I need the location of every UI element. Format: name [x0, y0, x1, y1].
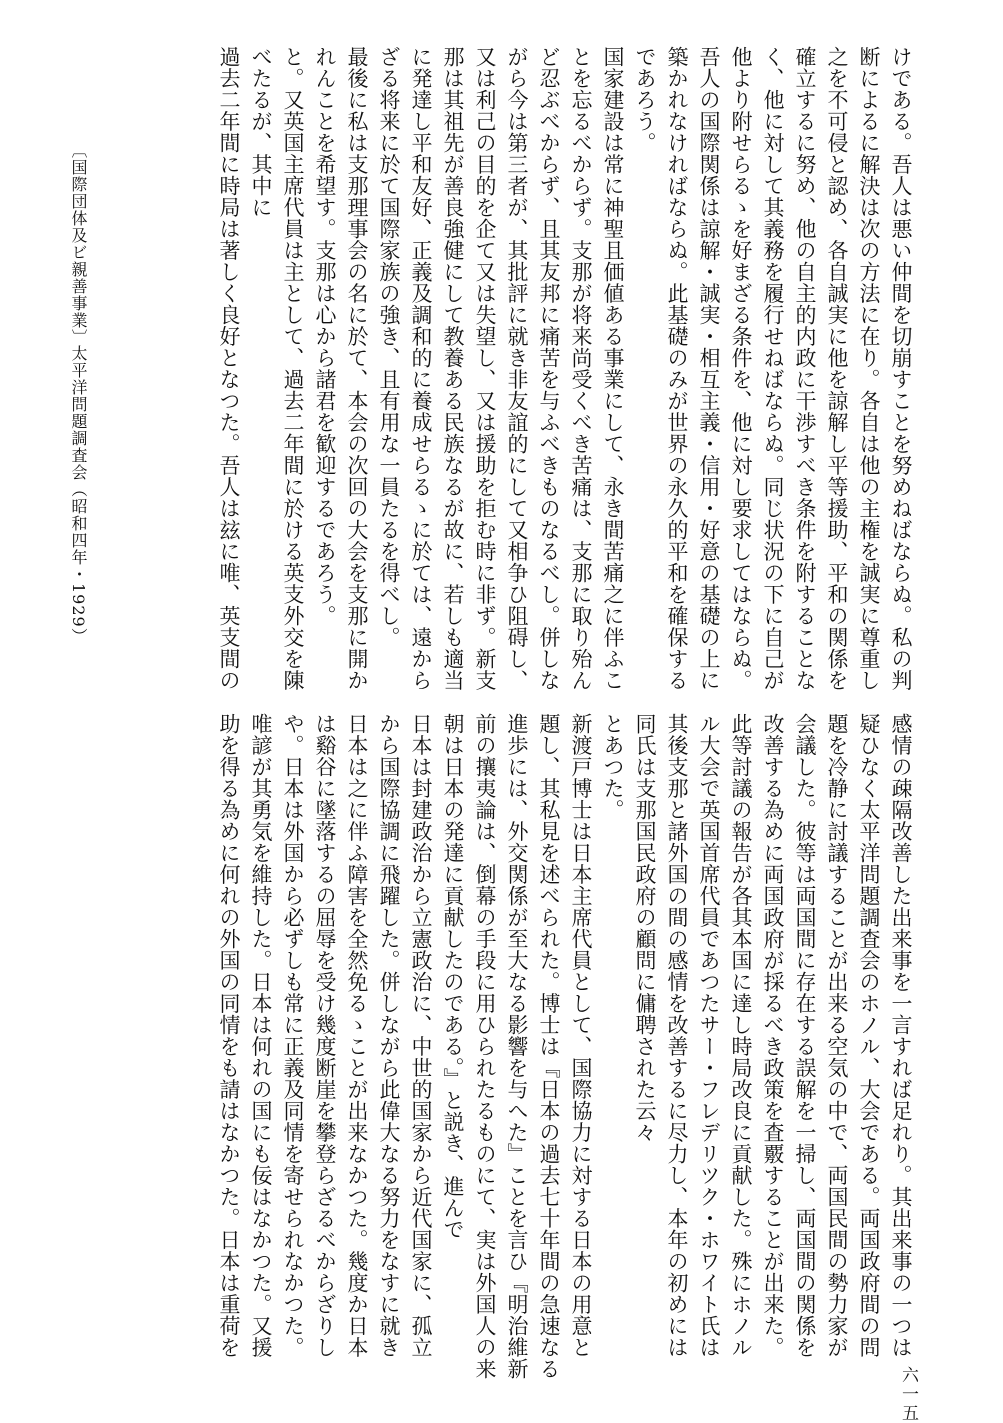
text-column: 過去二年間に時局は著しく良好となつた。吾人は玆に唯、英支間の — [217, 46, 241, 691]
text-column: 題し、其私見を述べられた。博士は『日本の過去七十年間の急速なる — [537, 713, 561, 1380]
text-column: 日本は之に伴ふ障害を全然免るゝことが出来なかつた。幾度か日本 — [345, 713, 369, 1358]
text-column: 新渡戸博士は日本主席代員として、国際協力に対する日本の用意と — [569, 713, 593, 1358]
lower-text-block — [213, 713, 917, 1380]
text-column: 之を不可侵と認め、各自誠実に他を諒解し平等援助、平和の関係を — [825, 46, 849, 691]
upper-text-block — [213, 46, 917, 691]
text-column: 題を冷静に討議することが出来る空気の中で、両国民間の勢力家が — [825, 713, 849, 1358]
section-category-caption: 〔国際団体及ビ親善事業〕 — [69, 142, 88, 346]
text-column: 改善する為めに両国政府が採るべき政策を査覈することが出来た。 — [761, 713, 785, 1358]
text-column: に発達し平和友好、正義及調和的に養成せらるゝに於ては、遠から — [409, 46, 433, 691]
text-column: 国家建設は常に神聖且価値ある事業にして、永き間苦痛之に伴ふこ — [601, 46, 625, 691]
text-column: 吾人の国際関係は諒解・誠実・相互主義・信用・好意の基礎の上に — [697, 46, 721, 691]
text-column: 築かれなければならぬ。此基礎のみが世界の永久的平和を確保する — [665, 46, 689, 691]
text-column: であろう。 — [633, 46, 657, 154]
text-column: とを忘るべからず。支那が将来尚受くべき苦痛は、支那に取り殆ん — [569, 46, 593, 691]
text-column: 那は其祖先が善良強健にして教養ある民族なるが故に、若しも適当 — [441, 46, 465, 691]
text-column: がら今は第三者が、其批評に就き非友誼的にして又相争ひ阻碍し、 — [505, 46, 529, 691]
text-column: 同氏は支那国民政府の顧問に傭聘された云々 — [633, 713, 657, 1143]
page-number: 六一五 — [898, 1366, 918, 1423]
text-column: 断によるに解決は次の方法に在り。各自は他の主権を誠実に尊重し — [857, 46, 881, 691]
text-column: とあつた。 — [601, 713, 625, 821]
text-column: ざる将来に於て国際家族の強き、且有用な一員たるを得べし。 — [377, 46, 401, 648]
text-column: 確立するに努め、他の自主的内政に干渉すべき条件を附することな — [793, 46, 817, 691]
text-column: 此等討議の報告が各其本国に達し時局改良に貢献した。殊にホノル — [729, 713, 753, 1358]
text-column: 助を得る為めに何れの外国の同情をも請はなかつた。日本は重荷を — [217, 713, 241, 1358]
text-column: べたるが、其中に — [249, 46, 273, 218]
text-column: ど忍ぶべからず、且其友邦に痛苦を与ふべきものなるべし。併しな — [537, 46, 561, 691]
text-column: 進歩には、外交関係が至大なる影響を与へた』ことを言ひ『明治維新 — [505, 713, 529, 1380]
text-column: れんことを希望す。支那は心から諸君を歓迎するであろう。 — [313, 46, 337, 627]
text-column: ル大会で英国首席代員であつたサー・フレデリツク・ホワイト氏は — [697, 713, 721, 1358]
text-column: と。又英国主席代員は主として、過去二年間に於ける英支外交を陳 — [281, 46, 305, 691]
text-column: く、他に対して其義務を履行せねばならぬ。同じ状況の下に自己が — [761, 46, 785, 691]
text-column: 又は利己の目的を企て又は失望し、又は援助を拒む時に非ず。新支 — [473, 46, 497, 691]
text-column: は谿谷に墜落するの屈辱を受け幾度断崖を攀登らざるべからざりし — [313, 713, 337, 1358]
text-column: や。日本は外国から必ずしも常に正義及同情を寄せられなかつた。 — [281, 713, 305, 1358]
source-caption: 太平洋問題調査会（昭和四年・1929） — [69, 345, 88, 645]
text-column: 会議した。彼等は両国間に存在する誤解を一掃し、両国間の関係を — [793, 713, 817, 1358]
text-column: から国際協調に飛躍した。併しながら此偉大なる努力をなすに就き — [377, 713, 401, 1358]
text-column: けである。吾人は悪い仲間を切崩すことを努めねばならぬ。私の判 — [889, 46, 913, 691]
text-column: 最後に私は支那理事会の名に於て、本会の次回の大会を支那に開か — [345, 46, 369, 691]
text-column: 日本は封建政治から立憲政治に、中世的国家から近代国家に、孤立 — [409, 713, 433, 1358]
text-column: 前の攘夷論は、倒幕の手段に用ひられたるものにて、実は外国人の来 — [473, 713, 497, 1380]
text-column: 感情の疎隔改善した出来事を一言すれば足れり。其出来事の一つは — [889, 713, 913, 1358]
text-column: 他より附せらるゝを好まざる条件を、他に対し要求してはならぬ。 — [729, 46, 753, 691]
text-column: 其後支那と諸外国の間の感情を改善するに尽力し、本年の初めには — [665, 713, 689, 1358]
text-column: 朝は日本の発達に貢献したのである。』と説き、進んで — [441, 713, 465, 1240]
text-column: 疑ひなく太平洋問題調査会のホノル、大会である。両国政府間の問 — [857, 713, 881, 1358]
text-column: 唯諺が其勇気を維持した。日本は何れの国にも佞はなかつた。又援 — [249, 713, 273, 1358]
